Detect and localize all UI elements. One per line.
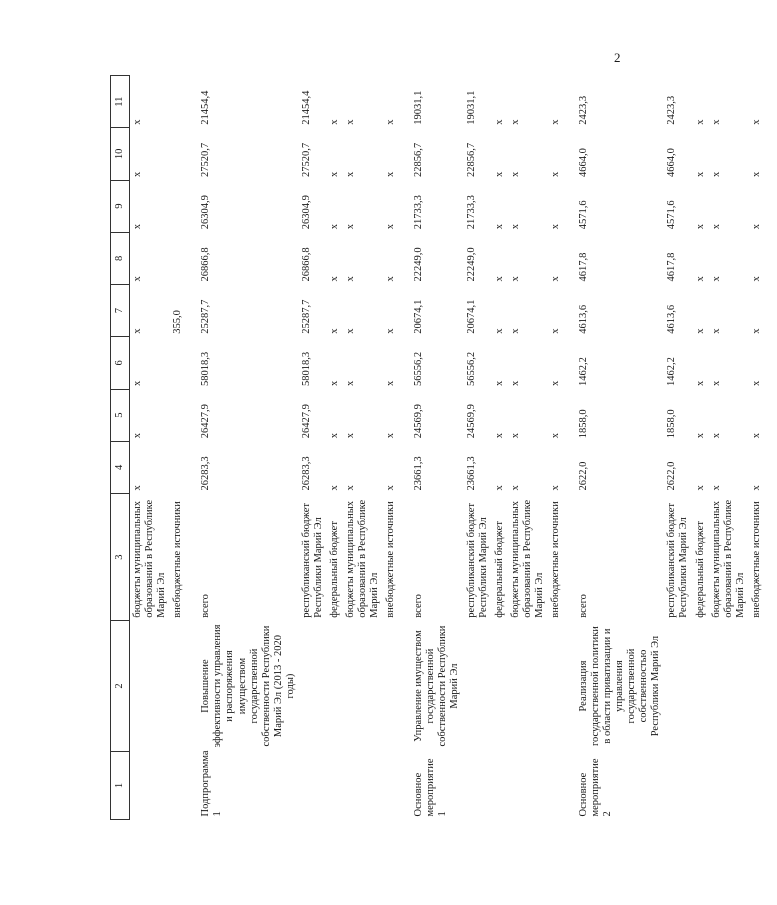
title-cell xyxy=(664,621,692,752)
program-cell: Основное мероприятие 1 xyxy=(413,758,449,817)
table-row xyxy=(664,76,692,820)
value-cell: 26427,9 xyxy=(300,404,312,439)
value-cell: x xyxy=(710,224,722,230)
row-spacer xyxy=(399,76,411,820)
value-cell xyxy=(170,232,186,284)
spacer-cell xyxy=(564,76,576,820)
source-cell: республиканский бюджет Республики Марий Эл xyxy=(666,503,690,618)
value-cell: 27520,7 xyxy=(200,142,212,178)
value-cell: x xyxy=(549,328,561,334)
value-cell: x xyxy=(549,119,561,125)
value-cell: x xyxy=(345,328,356,334)
column-header: 3 xyxy=(111,494,130,621)
value-cell xyxy=(170,128,186,180)
table-body xyxy=(130,76,777,820)
program-cell xyxy=(383,751,399,819)
value-cell: 355,0 xyxy=(172,310,184,334)
value-cell xyxy=(170,441,186,493)
column-header: 11 xyxy=(111,76,130,128)
value-cell: x xyxy=(750,380,762,387)
source-cell: республиканский бюджет Республики Марий Эл xyxy=(300,503,324,618)
program-cell: Подпрограмма 1 xyxy=(200,750,224,817)
value-cell: 22249,0 xyxy=(465,247,477,282)
value-cell: x xyxy=(493,433,505,439)
value-cell: 25287,7 xyxy=(200,299,212,334)
value-cell: 22856,7 xyxy=(465,142,477,178)
value-cell: 26866,8 xyxy=(300,247,312,282)
title-cell xyxy=(299,621,327,752)
source-cell: федеральный бюджет xyxy=(328,521,340,618)
source-cell: внебюджетные источники xyxy=(385,501,397,618)
value-cell: x xyxy=(710,171,722,178)
value-cell: x xyxy=(328,276,340,282)
value-cell: x xyxy=(694,328,706,334)
source-cell: всего xyxy=(577,594,589,618)
value-cell: 2622,0 xyxy=(666,461,678,491)
title-cell xyxy=(130,621,171,752)
title-cell xyxy=(343,621,383,752)
value-cell: 21454,4 xyxy=(200,90,212,125)
program-cell xyxy=(508,751,548,819)
value-cell: 19031,1 xyxy=(413,90,425,125)
value-cell: x xyxy=(385,276,397,282)
value-cell: x xyxy=(710,119,722,125)
spacer-cell xyxy=(186,76,198,820)
value-cell: x xyxy=(328,380,340,387)
program-cell xyxy=(709,751,749,819)
source-cell: республиканский бюджет Республики Марий Эл xyxy=(465,503,489,618)
value-cell: x xyxy=(750,171,762,178)
table-row xyxy=(508,76,548,820)
value-cell: 2622,0 xyxy=(577,461,589,491)
value-cell: x xyxy=(132,171,144,178)
value-cell: x xyxy=(345,119,356,125)
value-cell: 22856,7 xyxy=(413,142,425,178)
value-cell: 24569,9 xyxy=(413,404,425,439)
value-cell: x xyxy=(328,224,340,230)
row-spacer xyxy=(765,76,777,820)
value-cell: x xyxy=(549,485,561,491)
column-header: 7 xyxy=(111,285,130,337)
program-cell xyxy=(343,751,383,819)
value-cell: x xyxy=(132,119,144,125)
value-cell: 26304,9 xyxy=(300,195,312,230)
value-cell: 2423,3 xyxy=(666,95,678,125)
spacer-cell xyxy=(765,76,777,820)
table-row xyxy=(170,76,186,820)
table-row xyxy=(709,76,749,820)
value-cell: x xyxy=(345,276,356,282)
source-cell: федеральный бюджет xyxy=(694,521,706,618)
value-cell: x xyxy=(549,380,561,387)
source-cell: внебюджетные источники xyxy=(549,501,561,618)
value-cell: 26427,9 xyxy=(200,404,212,439)
program-cell xyxy=(464,751,492,819)
value-cell: x xyxy=(694,276,706,282)
value-cell: 4613,6 xyxy=(666,304,678,334)
table-row xyxy=(749,76,765,820)
value-cell: x xyxy=(750,485,762,491)
value-cell: x xyxy=(549,433,561,439)
table-row xyxy=(548,76,564,820)
title-cell xyxy=(464,621,492,752)
program-cell xyxy=(327,751,343,819)
value-cell: x xyxy=(493,224,505,230)
column-header: 2 xyxy=(111,621,130,752)
value-cell: x xyxy=(509,119,521,125)
table-row xyxy=(299,76,327,820)
value-cell: x xyxy=(694,485,706,491)
table-row xyxy=(492,76,508,820)
value-cell: x xyxy=(509,276,521,282)
program-cell: Основное мероприятие 2 xyxy=(577,758,614,817)
source-cell: внебюджетные источники xyxy=(750,501,762,618)
table-row xyxy=(464,76,492,820)
title-cell xyxy=(170,621,186,752)
value-cell: x xyxy=(509,380,521,387)
value-cell: x xyxy=(710,328,722,334)
value-cell: 4664,0 xyxy=(666,148,678,178)
value-cell: 4571,6 xyxy=(666,200,678,230)
value-cell: x xyxy=(132,276,144,282)
value-cell: x xyxy=(509,433,521,439)
value-cell: x xyxy=(493,171,505,178)
value-cell: x xyxy=(132,328,144,334)
table-row xyxy=(343,76,383,820)
value-cell: 56556,2 xyxy=(465,351,477,387)
value-cell: x xyxy=(345,433,356,439)
spacer-cell xyxy=(399,76,411,820)
value-cell: 4571,6 xyxy=(577,200,589,230)
value-cell: x xyxy=(549,224,561,230)
column-header: 10 xyxy=(111,128,130,180)
value-cell: 2423,3 xyxy=(577,95,589,125)
value-cell: x xyxy=(710,276,722,282)
table-row xyxy=(411,76,463,820)
value-cell: x xyxy=(328,171,340,178)
title-cell: Повышение эффективности управления и распоряжения имуществом государственной собственности Республики Марий Эл (2013 - 2020 годы) xyxy=(200,624,296,748)
table-row xyxy=(383,76,399,820)
value-cell: 26283,3 xyxy=(200,456,212,491)
value-cell: 20674,1 xyxy=(465,299,477,334)
source-cell: бюджеты муниципальных образований в Республике Марий Эл xyxy=(345,499,381,618)
value-cell: 4613,6 xyxy=(577,304,589,334)
value-cell: x xyxy=(493,485,505,491)
header-row xyxy=(111,76,130,820)
column-header: 6 xyxy=(111,337,130,389)
value-cell: x xyxy=(694,224,706,230)
value-cell: x xyxy=(750,433,762,439)
value-cell: x xyxy=(493,119,505,125)
value-cell: x xyxy=(345,171,356,178)
value-cell: 19031,1 xyxy=(465,90,477,125)
value-cell: 4664,0 xyxy=(577,148,589,178)
value-cell xyxy=(170,76,186,128)
value-cell: x xyxy=(750,224,762,230)
value-cell: x xyxy=(750,276,762,282)
program-cell xyxy=(693,751,709,819)
row-spacer xyxy=(186,76,198,820)
value-cell: x xyxy=(328,433,340,439)
program-cell xyxy=(492,751,508,819)
table-row xyxy=(327,76,343,820)
page-number: 2 xyxy=(614,50,621,65)
value-cell: 1858,0 xyxy=(577,409,589,439)
value-cell: x xyxy=(710,485,722,491)
value-cell: 25287,7 xyxy=(300,299,312,334)
value-cell: x xyxy=(493,276,505,282)
title-cell xyxy=(693,621,709,752)
value-cell: x xyxy=(710,380,722,387)
value-cell: x xyxy=(694,171,706,178)
value-cell: 21454,4 xyxy=(300,90,312,125)
title-cell xyxy=(383,621,399,752)
value-cell: x xyxy=(132,380,144,387)
value-cell: 58018,3 xyxy=(200,351,212,387)
value-cell: x xyxy=(493,380,505,387)
title-cell xyxy=(508,621,548,752)
source-cell: всего xyxy=(200,594,212,618)
value-cell: 21733,3 xyxy=(413,195,425,230)
program-cell xyxy=(130,751,171,819)
table-row xyxy=(693,76,709,820)
table-row xyxy=(130,76,171,820)
value-cell: x xyxy=(328,328,340,334)
row-spacer xyxy=(564,76,576,820)
value-cell: 58018,3 xyxy=(300,351,312,387)
source-cell: бюджеты муниципальных образований в Республике Марий Эл xyxy=(132,499,168,618)
value-cell: x xyxy=(694,433,706,439)
value-cell: 1462,2 xyxy=(666,357,678,387)
value-cell: 21733,3 xyxy=(465,195,477,230)
value-cell: x xyxy=(132,433,144,439)
value-cell: x xyxy=(385,433,397,439)
value-cell: x xyxy=(710,433,722,439)
rotated-table-container xyxy=(110,75,762,820)
program-cell xyxy=(749,751,765,819)
value-cell: x xyxy=(509,224,521,230)
value-cell: 23661,3 xyxy=(465,456,477,491)
table-row xyxy=(576,76,664,820)
source-cell: внебюджетные источники xyxy=(172,501,184,618)
value-cell: x xyxy=(345,485,356,491)
value-cell: 20674,1 xyxy=(413,299,425,334)
value-cell: x xyxy=(385,485,397,491)
value-cell: x xyxy=(328,119,340,125)
column-header: 8 xyxy=(111,232,130,284)
value-cell: x xyxy=(385,119,397,125)
value-cell: x xyxy=(385,171,397,178)
value-cell xyxy=(170,389,186,441)
title-cell: Управление имуществом государственной собственности Республики Марий Эл xyxy=(413,625,461,747)
value-cell: 26304,9 xyxy=(200,195,212,230)
value-cell: x xyxy=(385,380,397,387)
value-cell: 26866,8 xyxy=(200,247,212,282)
value-cell: x xyxy=(385,224,397,230)
value-cell xyxy=(170,180,186,232)
source-cell: всего xyxy=(413,594,425,618)
program-cell xyxy=(664,751,692,819)
value-cell: x xyxy=(549,171,561,178)
column-header: 4 xyxy=(111,441,130,493)
value-cell: 4617,8 xyxy=(666,252,678,282)
budget-table xyxy=(110,75,777,820)
value-cell: x xyxy=(132,485,144,491)
title-cell xyxy=(492,621,508,752)
title-cell xyxy=(749,621,765,752)
value-cell: x xyxy=(509,485,521,491)
column-header: 1 xyxy=(111,751,130,819)
title-cell xyxy=(548,621,564,752)
value-cell: 27520,7 xyxy=(300,142,312,178)
value-cell: x xyxy=(750,328,762,334)
source-cell: бюджеты муниципальных образований в Республике Марий Эл xyxy=(710,499,746,618)
value-cell: 23661,3 xyxy=(413,456,425,491)
value-cell: x xyxy=(345,224,356,230)
value-cell: 1858,0 xyxy=(666,409,678,439)
value-cell: 56556,2 xyxy=(413,351,425,387)
value-cell: x xyxy=(694,119,706,125)
value-cell: x xyxy=(493,328,505,334)
title-cell: Реализация государственной политики в области приватизации и управления государственной собственностью Республики Марий Эл xyxy=(577,626,662,747)
program-cell xyxy=(548,751,564,819)
value-cell xyxy=(170,337,186,389)
value-cell: 1462,2 xyxy=(577,357,589,387)
source-cell: федеральный бюджет xyxy=(493,521,505,618)
column-header: 9 xyxy=(111,180,130,232)
title-cell xyxy=(327,621,343,752)
value-cell: x xyxy=(132,224,144,230)
value-cell: 24569,9 xyxy=(465,404,477,439)
value-cell: x xyxy=(509,171,521,178)
source-cell: бюджеты муниципальных образований в Республике Марий Эл xyxy=(509,499,545,618)
table-row xyxy=(198,76,299,820)
title-cell xyxy=(709,621,749,752)
column-header: 5 xyxy=(111,389,130,441)
value-cell: x xyxy=(385,328,397,334)
program-cell xyxy=(299,751,327,819)
value-cell: x xyxy=(549,276,561,282)
value-cell: 26283,3 xyxy=(300,456,312,491)
value-cell: x xyxy=(694,380,706,387)
value-cell: x xyxy=(750,119,762,125)
value-cell: x xyxy=(328,485,340,491)
value-cell: 4617,8 xyxy=(577,252,589,282)
program-cell xyxy=(170,751,186,819)
value-cell: x xyxy=(509,328,521,334)
value-cell: 22249,0 xyxy=(413,247,425,282)
value-cell: x xyxy=(345,380,356,387)
